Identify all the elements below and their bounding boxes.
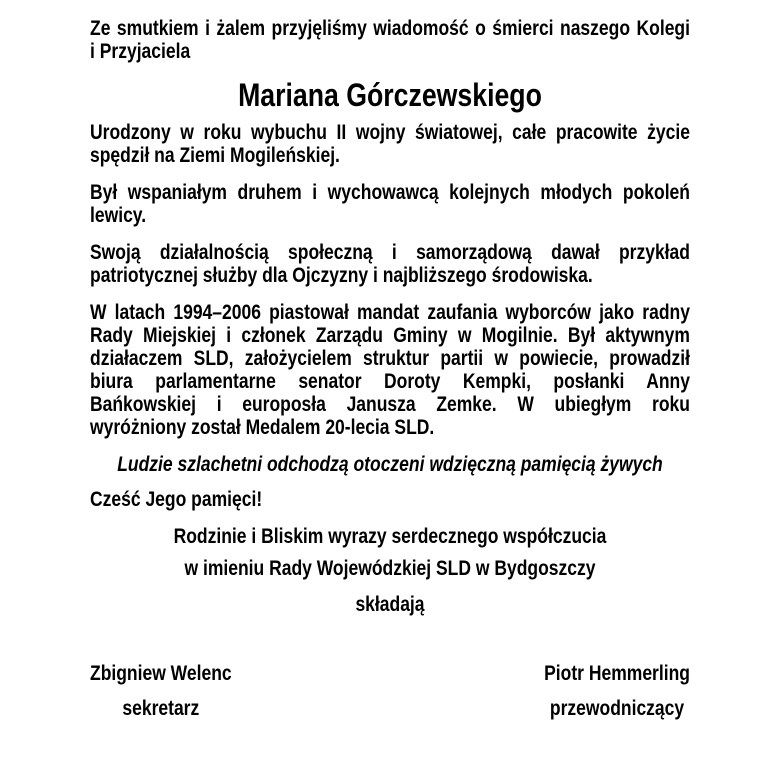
text-line: spędził na Ziemi Mogileńskiej.: [90, 144, 340, 167]
on-behalf-line: w imieniu Rady Wojewódzkiej SLD w Bydgoszczy: [184, 557, 596, 580]
text-line: i Przyjaciela: [90, 40, 191, 63]
deceased-name-title: Mariana Górczewskiego: [238, 77, 542, 113]
signer-name: Zbigniew Welenc: [90, 662, 232, 685]
condolence-document: [90, 17, 690, 720]
signature-right: [544, 662, 690, 720]
signature-left: [90, 662, 232, 720]
text-line: biura parlamentarne senator Doroty Kempki, posłanki Anny: [90, 370, 690, 393]
tribute-line: Cześć Jego pamięci!: [90, 488, 263, 511]
text-line: Urodzony w roku wybuchu II wojny światowej, całe pracowite życie: [90, 121, 690, 144]
signatures-row: [90, 662, 690, 720]
text-line: Ze smutkiem i żalem przyjęliśmy wiadomość o śmierci naszego Kolegi: [90, 17, 690, 40]
intro-paragraph: [90, 17, 690, 63]
text-line: patriotycznej służby dla Ojczyzny i najbliższego środowiska.: [90, 264, 593, 287]
memorial-quote: Ludzie szlachetni odchodzą otoczeni wdzięczną pamięcią żywych: [117, 453, 663, 476]
text-line: działaczem SLD, założycielem struktur partii w powiecie, prowadził: [90, 347, 690, 370]
text-line: Był wspaniałym druhem i wychowawcą kolejnych młodych pokoleń: [90, 181, 690, 204]
text-line: W latach 1994–2006 piastował mandat zaufania wyborców jako radny: [90, 301, 690, 324]
submit-line: składają: [355, 593, 425, 616]
text-line: wyróżniony został Medalem 20-lecia SLD.: [90, 416, 435, 439]
paragraph-career: [90, 301, 690, 439]
signer-name: Piotr Hemmerling: [544, 662, 690, 685]
text-line: Swoją działalnością społeczną i samorządową dawał przykład: [90, 241, 690, 264]
condolence-line: Rodzinie i Bliskim wyrazy serdecznego współczucia: [173, 525, 607, 548]
signer-role: przewodniczący: [549, 697, 685, 720]
paragraph-service: [90, 241, 690, 287]
text-line: Bańkowskiej i europosła Janusza Zemke. W ubiegłym roku: [90, 393, 690, 416]
paragraph-life: [90, 121, 690, 167]
text-line: lewicy.: [90, 204, 147, 227]
text-line: Rady Miejskiej i członek Zarządu Gminy w Mogilnie. Był aktywnym: [90, 324, 690, 347]
signer-role: sekretarz: [122, 697, 200, 720]
paragraph-mentor: [90, 181, 690, 227]
